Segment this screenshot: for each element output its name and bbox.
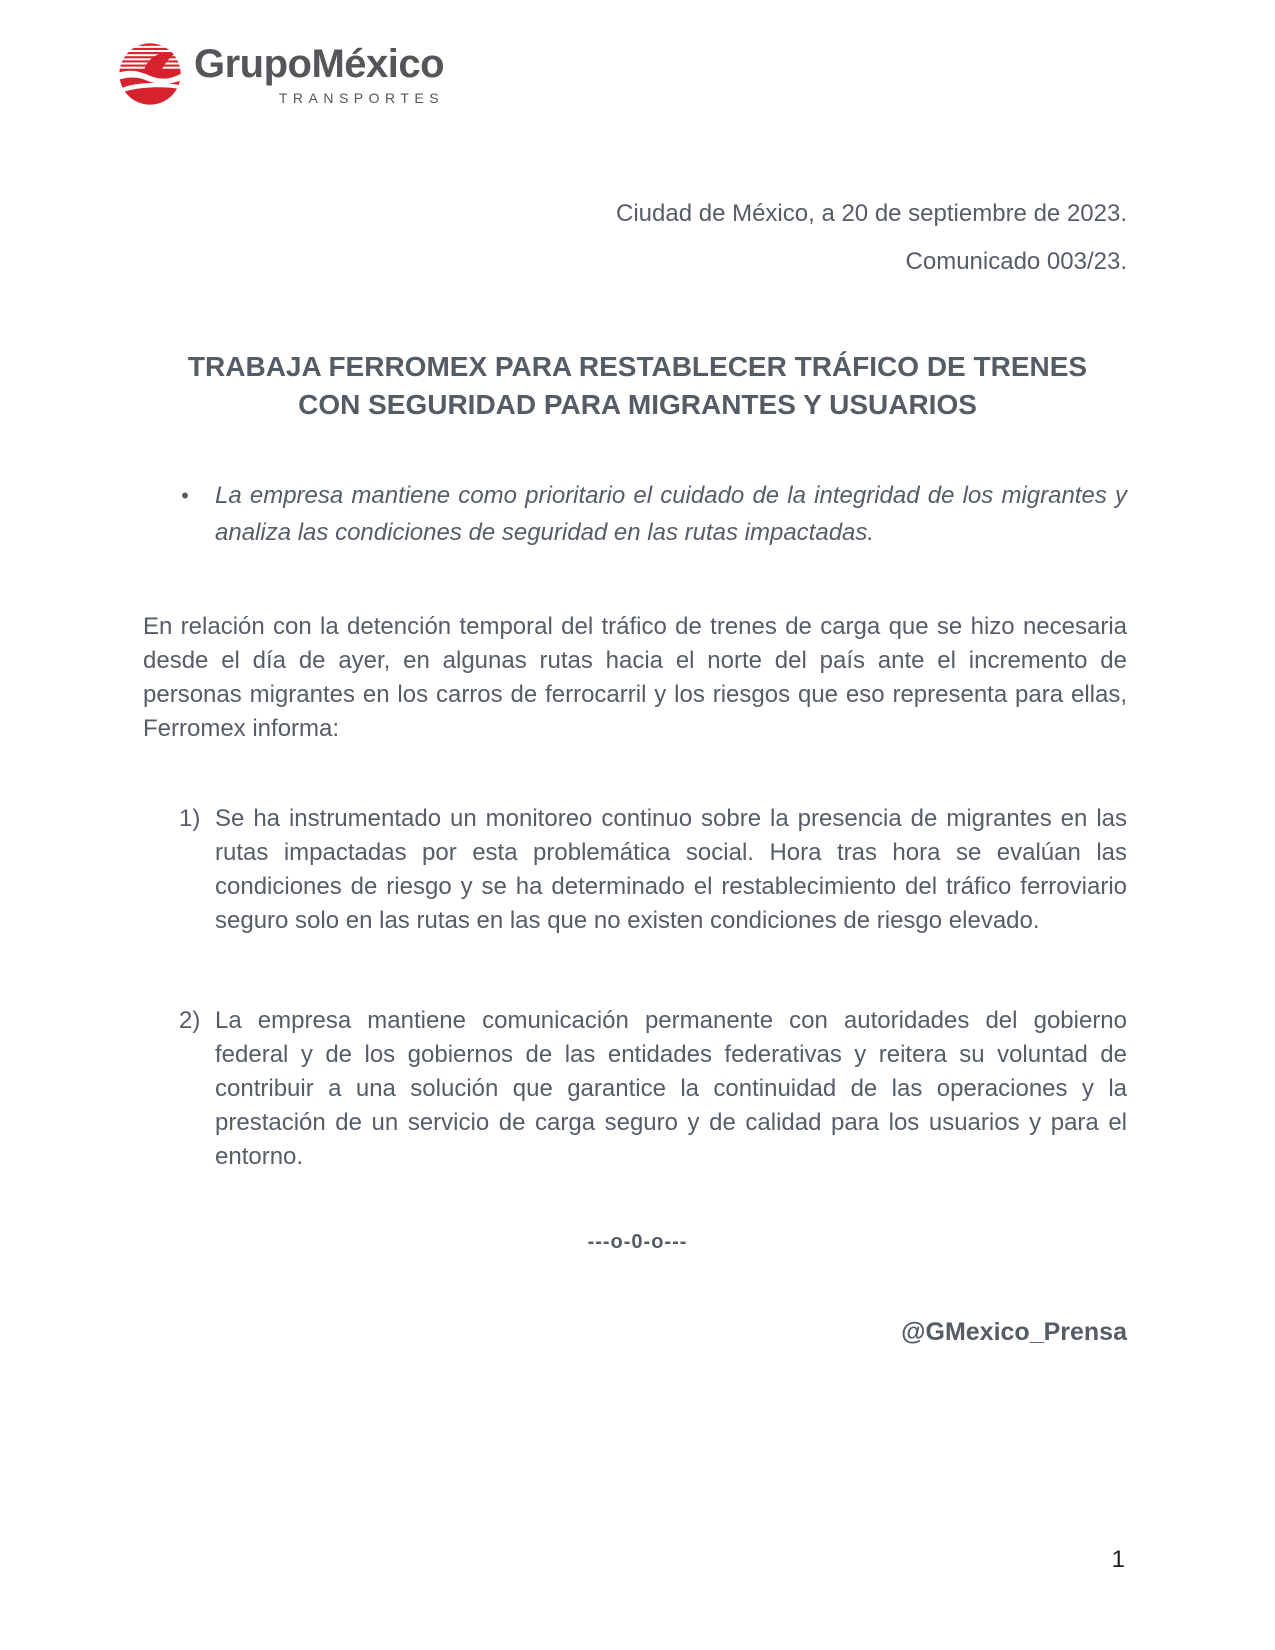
- list-item-text: Se ha instrumentado un monitoreo continuo sobre la presencia de migrantes en las rutas impactadas por esta problemática social. Hora tras hora se evalúan las condiciones de riesgo y se ha determinado el restablecimiento del tráfico ferroviario seguro solo en las rutas en las que no existen condiciones de riesgo elevado.: [215, 805, 1127, 934]
- document-title-line1: TRABAJA FERROMEX PARA RESTABLECER TRÁFICO DE TRENES: [187, 351, 1088, 382]
- dateline: Ciudad de México, a 20 de septiembre de 2023.: [616, 200, 1127, 227]
- document-title: [0, 348, 1275, 424]
- list-item-number: 1): [179, 805, 201, 832]
- list-item: [179, 802, 1127, 938]
- highlight-bullet-text: La empresa mantiene como prioritario el cuidado de la integridad de los migrantes y analiza las condiciones de seguridad en las rutas impactadas.: [215, 482, 1127, 546]
- bullet-dot-icon: •: [181, 483, 189, 508]
- document-title-line2: CON SEGURIDAD PARA MIGRANTES Y USUARIOS: [298, 389, 977, 420]
- list-item-text: La empresa mantiene comunicación permanente con autoridades del gobierno federal y de los gobiernos de las entidades federativas y reitera su voluntad de contribuir a una solución que garantice la continuidad de las operaciones y la prestación de un servicio de carga seguro y de calidad para los usuarios y para el entorno.: [215, 1007, 1127, 1170]
- logo: [118, 42, 444, 106]
- end-divider: ---o-0-o---: [587, 1231, 688, 1253]
- intro-paragraph: En relación con la detención temporal del tráfico de trenes de carga que se hizo necesaria desde el día de ayer, en algunas rutas hacia el norte del país ante el incremento de personas migrantes en los carros de ferrocarril y los riesgos que eso representa para ellas, Ferromex informa:: [143, 613, 1127, 742]
- logo-subtitle: TRANSPORTES: [278, 89, 445, 106]
- list-item-number: 2): [179, 1007, 201, 1034]
- logo-text: [194, 43, 444, 106]
- press-social-handle: @GMexico_Prensa: [901, 1318, 1127, 1346]
- list-item: [179, 1004, 1127, 1174]
- page-number: 1: [1111, 1546, 1125, 1573]
- highlight-bullet: [181, 477, 1127, 551]
- grupo-mexico-logo-icon: [118, 42, 182, 106]
- logo-brand: GrupoMéxico: [194, 41, 445, 86]
- comunicado-number: Comunicado 003/23.: [905, 248, 1127, 275]
